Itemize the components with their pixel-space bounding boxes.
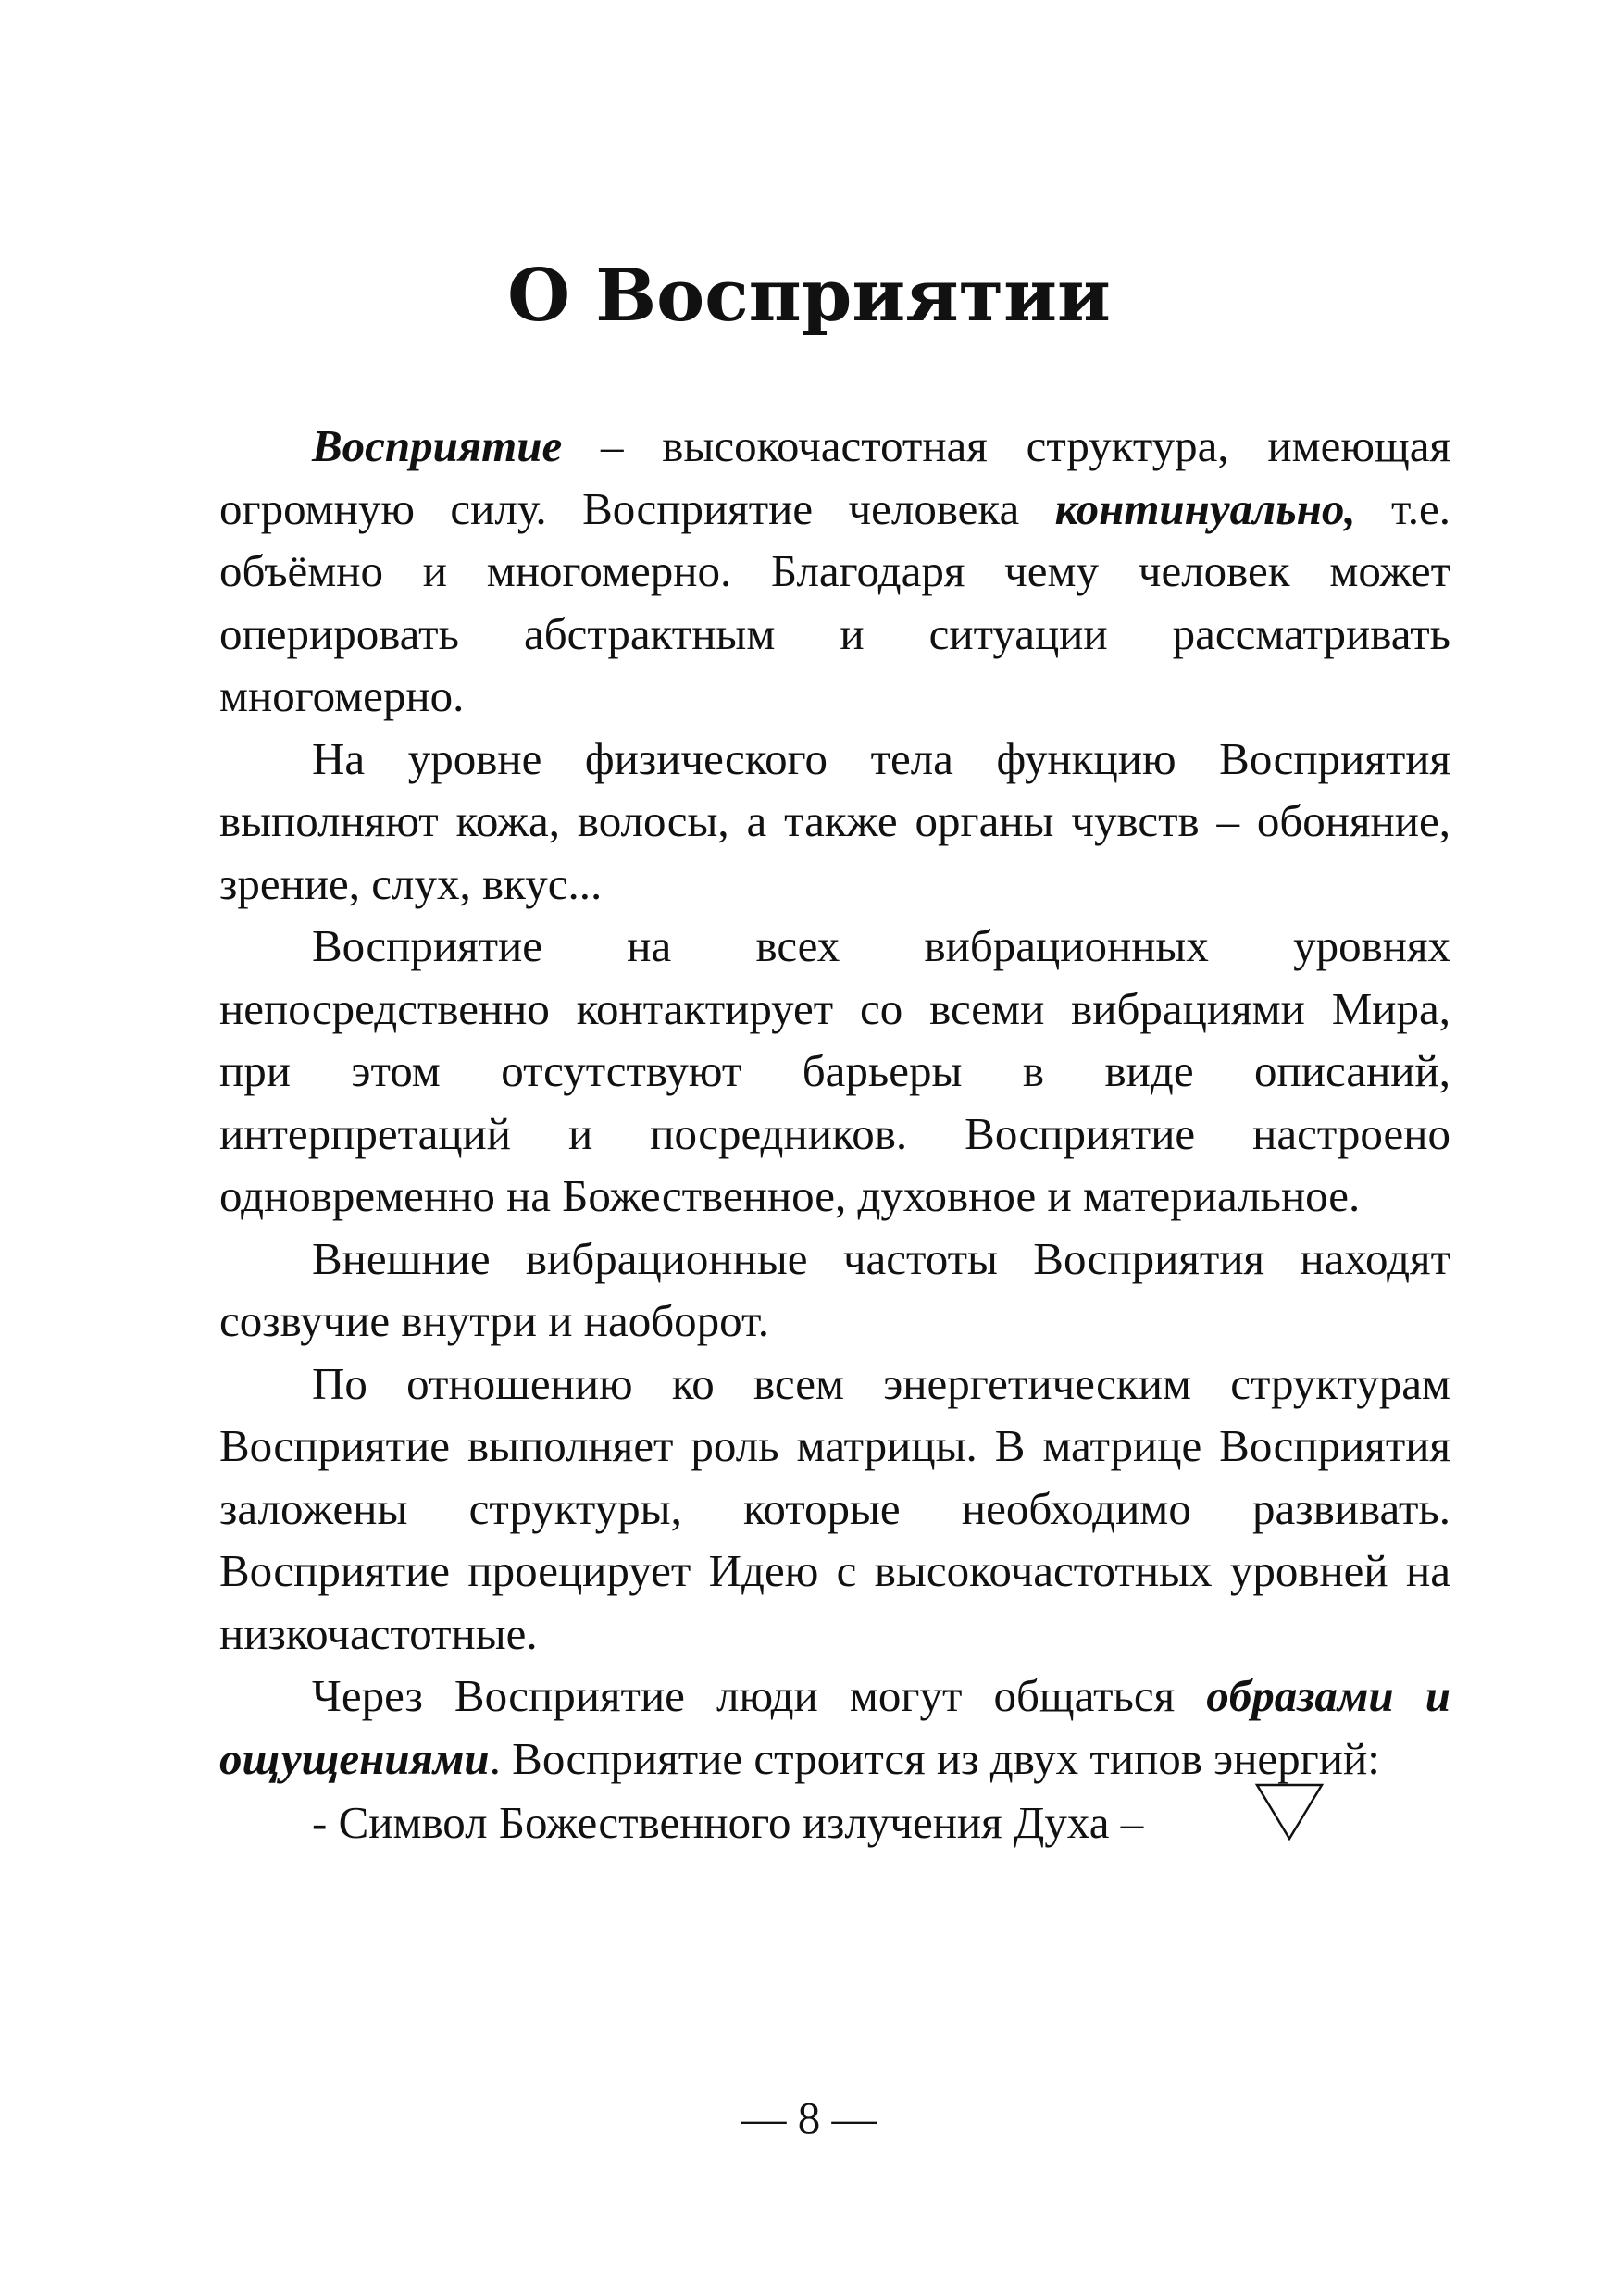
- paragraph-5: По отношению ко всем энергетическим структурам Восприятие выполняет роль матрицы. В матрице Восприятия заложены структуры, которые необходимо развивать. Восприятие проецирует Идею с высокочастотных уровней на низкочастотные.: [219, 1357, 1450, 1659]
- paragraph-1-rest: т.е. объёмно и многомерно. Благодаря чему человек может оперировать абстрактным и ситуации рассматривать многомерно.: [219, 482, 1450, 721]
- paragraph-1-text: – высокочастотная структура, имеющая огромную силу. Восприятие человека: [219, 420, 1450, 534]
- body-text: [219, 415, 1450, 1866]
- paragraph-4: Внешние вибрационные частоты Восприятия находят созвучие внутри и наоборот.: [219, 1232, 1450, 1346]
- term-perception: Восприятие: [312, 420, 563, 471]
- paragraph-1: [219, 415, 1450, 728]
- paragraph-3: Восприятие на всех вибрационных уровнях непосредственно контактирует со всеми вибрациями Мира, при этом отсутствуют барьеры в виде описаний, интерпретаций и посредников. Восприятие настроено одновременно на Божественное, духовное и материальное.: [219, 920, 1450, 1221]
- paragraph-6-text: Через Восприятие люди могут общаться: [312, 1670, 1207, 1721]
- paragraph-6: [219, 1665, 1450, 1790]
- symbol-line: [219, 1790, 1450, 1866]
- term-continual: континуально,: [1054, 482, 1356, 534]
- term-images-feelings: образами и ощущениями: [219, 1670, 1451, 1784]
- paragraph-2: На уровне физического тела функцию Восприятия выполняют кожа, волосы, а также органы чувств – обоняние, зрение, слух, вкус...: [219, 732, 1450, 909]
- paragraph-6-rest: . Восприятие строится из двух типов энергий:: [489, 1732, 1380, 1784]
- page-title: О Восприятии: [507, 254, 1111, 338]
- symbol-line-text: - Символ Божественного излучения Духа –: [312, 1797, 1144, 1848]
- downward-triangle-icon: [1162, 1782, 1325, 1858]
- page-number: — 8 —: [741, 2092, 877, 2143]
